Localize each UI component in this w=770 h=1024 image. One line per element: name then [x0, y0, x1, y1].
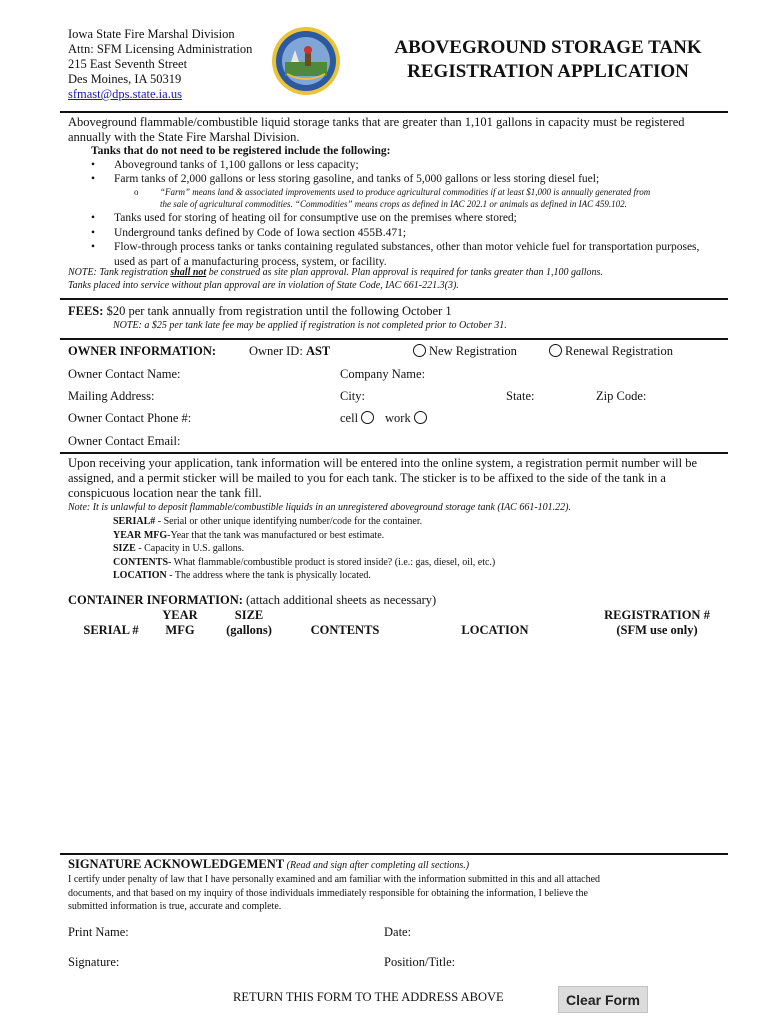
definition-item: SERIAL# - Serial or other unique identifying number/code for the container.: [113, 516, 423, 527]
definition-item: CONTENTS- What flammable/combustible product is stored inside? (i.e.: gas, diesel, oil, etc.): [113, 556, 496, 568]
radio-label: work: [385, 411, 411, 425]
definition-item: YEAR MFG-Year that the tank was manufactured or best estimate.: [113, 529, 385, 541]
radio-button-icon[interactable]: [414, 411, 427, 424]
definition-item: LOCATION - The address where the tank is physically located.: [113, 570, 371, 581]
mailing-address-field[interactable]: Mailing Address:: [68, 389, 155, 403]
iowa-state-seal-icon: [271, 26, 341, 96]
return-instructions: RETURN THIS FORM TO THE ADDRESS ABOVE: [233, 990, 504, 1004]
field-definitions: [113, 515, 495, 583]
address-line: Attn: SFM Licensing Administration: [68, 42, 253, 56]
farm-note: o “Farm” means land & associated improvements used to produce agricultural commodities if at least $1,000 is annually generated from the sale of agricultural commodities. “Commodities” means crops as defined in IAC 202.1 or animals as defined in IAC 459.102.: [136, 186, 736, 210]
owner-phone-field[interactable]: Owner Contact Phone #:: [68, 411, 192, 425]
note-line: NOTE: Tank registration shall not be construed as site plan approval. Plan approval is required for tanks greater than 1,100 gallons.: [68, 267, 603, 278]
exempt-list: [91, 211, 731, 269]
note-line: Tanks placed into service without plan approval are in violation of State Code, IAC 661-221.3(3).: [68, 280, 459, 291]
intro-section: [68, 115, 728, 145]
email-link[interactable]: sfmast@dps.state.ia.us: [68, 87, 182, 101]
divider: [60, 111, 728, 113]
unlawful-note: Note: It is unlawful to deposit flammable/combustible liquids in an unregistered aboveground storage tank (IAC 661-101.22).: [68, 502, 572, 513]
column-header-contents: CONTENTS: [310, 623, 380, 637]
work-radio[interactable]: [385, 411, 430, 426]
farm-note-text: the sale of agricultural commodities. “Commodities” means crops as defined in IAC 202.1 or animals as defined in IAC 459.102.: [160, 199, 627, 209]
intro-text: Aboveground flammable/combustible liquid storage tanks that are greater than 1,101 gallons in capacity must be registered: [68, 115, 685, 129]
column-header-year-mfg: YEAR MFG: [162, 608, 198, 637]
list-item: • Tanks used for storing of heating oil for consumptive use on the premises where stored;: [91, 211, 731, 226]
intro-text: annually with the State Fire Marshal Division.: [68, 130, 300, 144]
definition-item: SIZE - Capacity in U.S. gallons.: [113, 543, 245, 554]
radio-button-icon[interactable]: [361, 411, 374, 424]
owner-id-label: Owner ID:: [249, 344, 303, 358]
radio-label: Renewal Registration: [565, 344, 673, 358]
owner-id-value[interactable]: AST: [305, 344, 331, 358]
cell-radio[interactable]: [340, 411, 377, 426]
instructions-text: conspicuous location near the tank fill.: [68, 486, 262, 500]
owner-heading: OWNER INFORMATION:: [68, 344, 217, 358]
divider: [60, 298, 728, 300]
list-item: • Farm tanks of 2,000 gallons or less storing gasoline, and tanks of 5,000 gallons or less storing diesel fuel;: [91, 172, 731, 186]
signature-heading-note: (Read and sign after completing all sections.): [284, 860, 470, 871]
container-heading-label: CONTAINER INFORMATION:: [68, 593, 243, 607]
divider: [60, 452, 728, 454]
container-heading: [68, 593, 436, 608]
fees-line: [68, 304, 452, 319]
owner-contact-name-field[interactable]: Owner Contact Name:: [68, 367, 181, 381]
signature-heading: [68, 857, 469, 872]
owner-id: [249, 344, 330, 359]
list-item-text: used as part of a manufacturing process, system, or facility.: [114, 255, 387, 268]
address-line: 215 East Seventh Street: [68, 57, 188, 71]
instructions: [68, 456, 730, 501]
form-title: [370, 36, 726, 84]
exempt-heading: Tanks that do not need to be registered include the following:: [91, 145, 391, 157]
signature-field[interactable]: Signature:: [68, 955, 120, 969]
column-header-serial: SERIAL #: [83, 623, 139, 637]
title-line: ABOVEGROUND STORAGE TANK: [394, 37, 702, 58]
instructions-text: assigned, and a permit sticker will be mailed to you for each tank. The sticker is to be affixed to the side of the tank in a: [68, 471, 666, 485]
owner-email-field[interactable]: Owner Contact Email:: [68, 434, 181, 448]
instructions-text: Upon receiving your application, tank information will be entered into the online system, a registration permit number will be: [68, 456, 698, 470]
city-field[interactable]: City:: [340, 389, 366, 403]
state-field[interactable]: State:: [506, 389, 535, 403]
column-header-size: SIZE (gallons): [226, 608, 272, 637]
position-title-field[interactable]: Position/Title:: [384, 955, 456, 969]
renewal-registration-radio[interactable]: [549, 344, 673, 359]
date-field[interactable]: Date:: [384, 925, 412, 939]
fees-label: FEES:: [68, 304, 104, 318]
container-heading-note: (attach additional sheets as necessary): [242, 593, 437, 607]
list-item: • Aboveground tanks of 1,100 gallons or less capacity;: [91, 158, 731, 172]
list-item: • Underground tanks defined by Code of Iowa section 455B.471;: [91, 226, 731, 241]
address-line: Iowa State Fire Marshal Division: [68, 27, 235, 41]
divider: [60, 338, 728, 340]
title-line: REGISTRATION APPLICATION: [407, 61, 689, 82]
container-entry-area[interactable]: [68, 642, 728, 850]
list-item: [91, 240, 731, 269]
radio-button-icon[interactable]: [413, 344, 426, 357]
note-emphasis: shall not: [170, 267, 207, 278]
radio-button-icon[interactable]: [549, 344, 562, 357]
agency-address: [68, 27, 252, 102]
fees-text: $20 per tank annually from registration until the following October 1: [103, 304, 452, 318]
list-item-text: Flow-through process tanks or tanks containing regulated substances, other than motor vehicle fuel for transportation purposes,: [114, 241, 700, 253]
radio-label: cell: [340, 411, 359, 425]
exempt-list: [91, 158, 731, 186]
plan-approval-note: [68, 266, 728, 292]
clear-form-button[interactable]: Clear Form: [558, 986, 648, 1013]
radio-label: New Registration: [429, 344, 517, 358]
late-fee-note: NOTE: a $25 per tank late fee may be applied if registration is not completed prior to October 31.: [113, 320, 507, 331]
new-registration-radio[interactable]: [413, 344, 517, 359]
divider: [60, 853, 728, 855]
address-line: Des Moines, IA 50319: [68, 72, 182, 86]
print-name-field[interactable]: Print Name:: [68, 925, 129, 939]
signature-heading-label: SIGNATURE ACKNOWLEDGEMENT: [68, 857, 285, 871]
farm-note-text: “Farm” means land & associated improvements used to produce agricultural commodities if at least $1,000 is annually generated from: [160, 187, 651, 197]
company-name-field[interactable]: Company Name:: [340, 367, 426, 381]
certification-text: I certify under penalty of law that I have personally examined and am familiar with the information submitted in this and all attached documents, and that based on my inquiry of those individuals immediately responsible for obtaining the information, I believe the submitted information is true, accurate and complete.: [68, 874, 601, 912]
zip-code-field[interactable]: Zip Code:: [596, 389, 647, 403]
column-header-location: LOCATION: [461, 623, 529, 637]
column-header-registration: REGISTRATION # (SFM use only): [604, 608, 710, 637]
